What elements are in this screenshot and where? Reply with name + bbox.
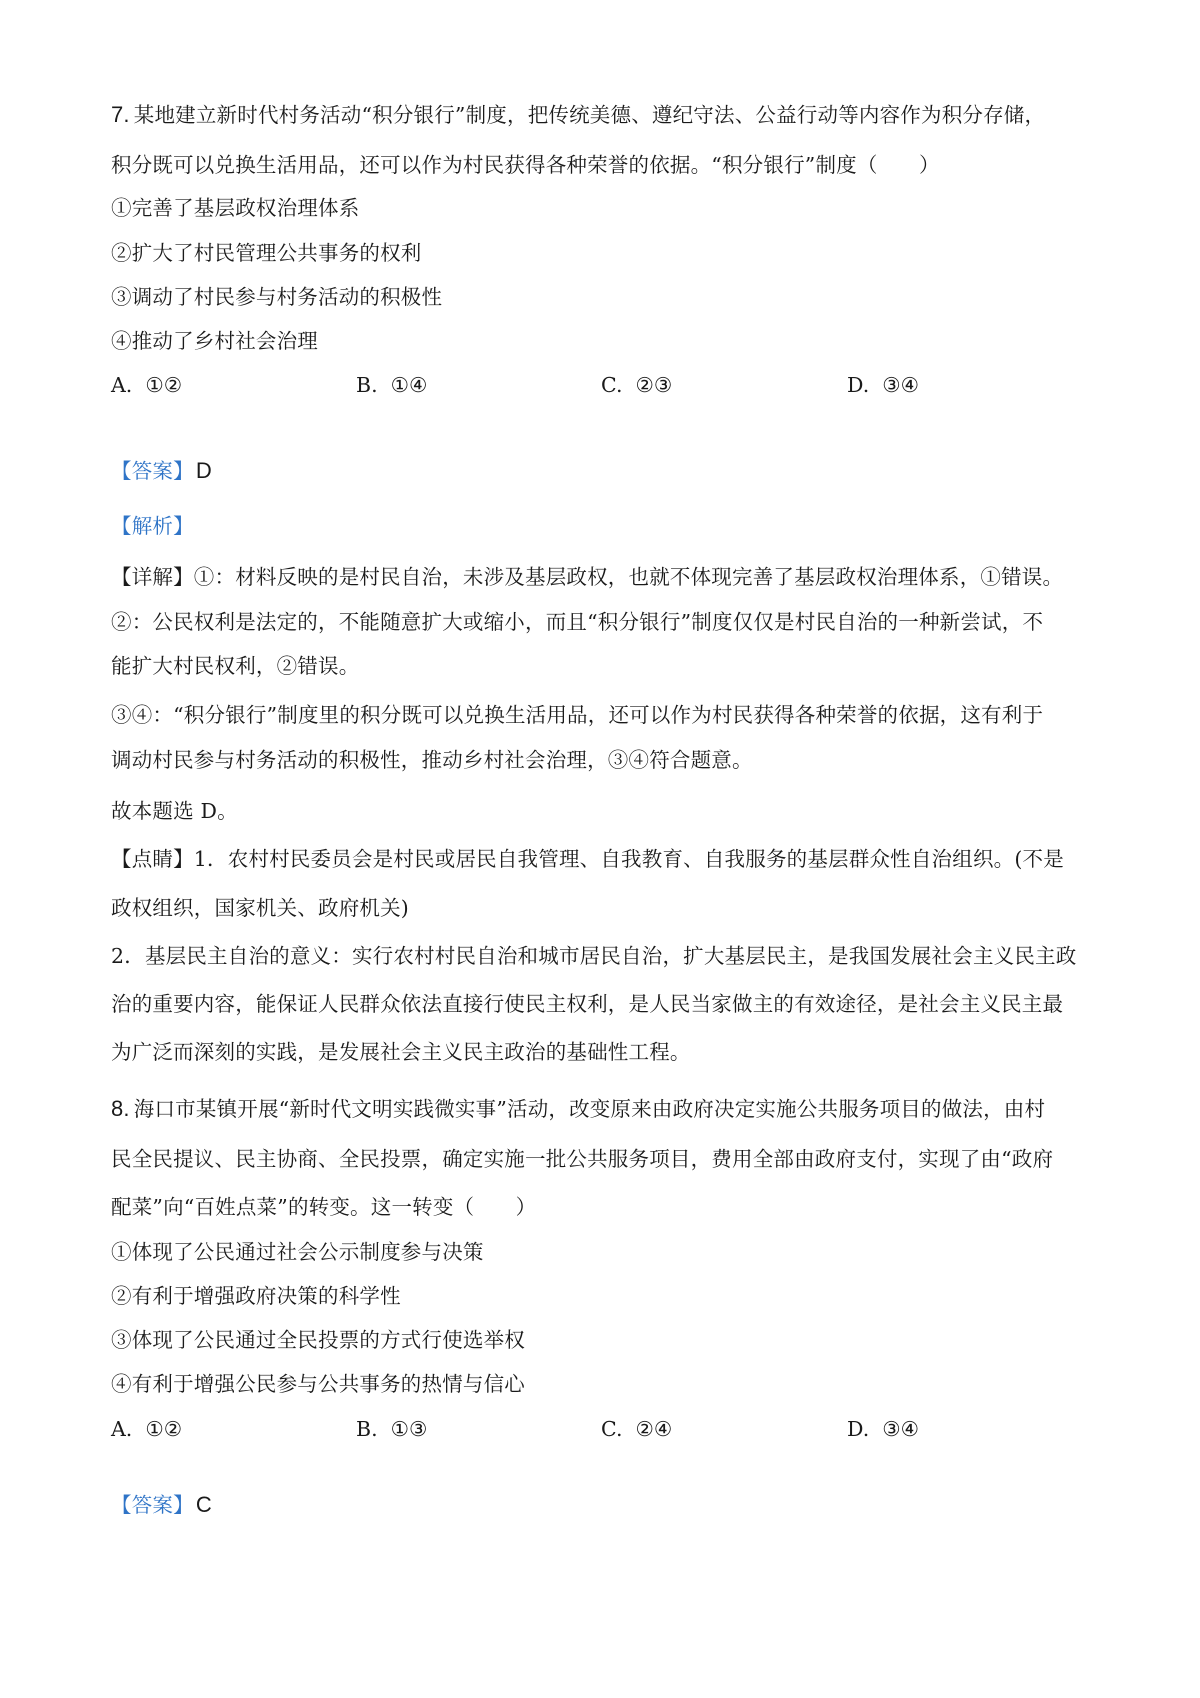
q8-option-b: B. ①③ — [356, 1417, 428, 1441]
q8-stem-line-2: 民全民提议、民主协商、全民投票，确定实施一批公共服务项目，费用全部由政府支付，实现了由“政府 — [111, 1147, 1054, 1171]
q7-tip-line-4: 治的重要内容，能保证人民群众依法直接行使民主权利，是人民当家做主的有效途径，是社会主义民主最 — [111, 992, 1064, 1016]
q7-item-1: ①完善了基层政权治理体系 — [111, 196, 360, 220]
q7-answer — [111, 457, 212, 485]
q8-item-4: ④有利于增强公民参与公共事务的热情与信心 — [111, 1372, 525, 1396]
q7-tip-line-2: 政权组织，国家机关、政府机关) — [111, 896, 409, 920]
q7-number: 7. — [111, 102, 130, 127]
q8-stem-line-3: 配菜”向“百姓点菜”的转变。这一转变（ ） — [111, 1195, 537, 1219]
q7-stem-line-1: 7. 某地建立新时代村务活动“积分银行”制度，把传统美德、遵纪守法、公益行动等内容作为积分存储， — [111, 102, 1046, 127]
q8-item-1: ①体现了公民通过社会公示制度参与决策 — [111, 1240, 484, 1264]
q8-item-3: ③体现了公民通过全民投票的方式行使选举权 — [111, 1328, 525, 1352]
q8-stem-line-1: 8. 海口市某镇开展“新时代文明实践微实事”活动，改变原来由政府决定实施公共服务项目的做法，由村 — [111, 1096, 1046, 1121]
q7-option-d: D. ③④ — [847, 373, 920, 397]
q8-item-2: ②有利于增强政府决策的科学性 — [111, 1284, 401, 1308]
q7-detail-line-3: 能扩大村民权利，②错误。 — [111, 654, 360, 678]
q7-item-3: ③调动了村民参与村务活动的积极性 — [111, 285, 443, 309]
q7-option-c: C. ②③ — [601, 373, 673, 397]
q8-option-a: A. ①② — [111, 1417, 183, 1441]
q8-option-d: D. ③④ — [847, 1417, 920, 1441]
q7-analysis-label: 【解析】 — [111, 514, 194, 538]
q7-answer-value: D — [195, 458, 212, 483]
q8-number: 8. — [111, 1096, 130, 1121]
q7-tip-line-1: 【点睛】1．农村村民委员会是村民或居民自我管理、自我教育、自我服务的基层群众性自治组织。(不是 — [111, 847, 1064, 871]
q7-option-b: B. ①④ — [356, 373, 428, 397]
q7-detail-line-6: 故本题选 D。 — [111, 799, 238, 823]
q7-option-a: A. ①② — [111, 373, 183, 397]
q7-item-2: ②扩大了村民管理公共事务的权利 — [111, 241, 422, 265]
q7-detail-line-4: ③④：“积分银行”制度里的积分既可以兑换生活用品，还可以作为村民获得各种荣誉的依据，这有利于 — [111, 703, 1044, 727]
q7-detail-line-5: 调动村民参与村务活动的积极性，推动乡村社会治理，③④符合题意。 — [111, 748, 753, 772]
q7-detail-line-1: 【详解】①：材料反映的是村民自治，未涉及基层政权，也就不体现完善了基层政权治理体系，①错误。 — [111, 565, 1064, 589]
q8-answer — [111, 1491, 212, 1519]
q7-item-4: ④推动了乡村社会治理 — [111, 329, 318, 353]
q7-tip-line-5: 为广泛而深刻的实践，是发展社会主义民主政治的基础性工程。 — [111, 1040, 691, 1064]
q8-answer-label: 【答案】 — [111, 1493, 194, 1517]
q7-detail-line-2: ②：公民权利是法定的，不能随意扩大或缩小，而且“积分银行”制度仅仅是村民自治的一种新尝试，不 — [111, 610, 1044, 634]
q8-option-c: C. ②④ — [601, 1417, 673, 1441]
q7-stem-line-2: 积分既可以兑换生活用品，还可以作为村民获得各种荣誉的依据。“积分银行”制度（ ） — [111, 153, 940, 177]
q7-answer-label: 【答案】 — [111, 459, 194, 483]
q7-tip-line-3: 2．基层民主自治的意义：实行农村村民自治和城市居民自治，扩大基层民主，是我国发展社会主义民主政 — [111, 944, 1077, 968]
q8-answer-value: C — [195, 1492, 212, 1517]
